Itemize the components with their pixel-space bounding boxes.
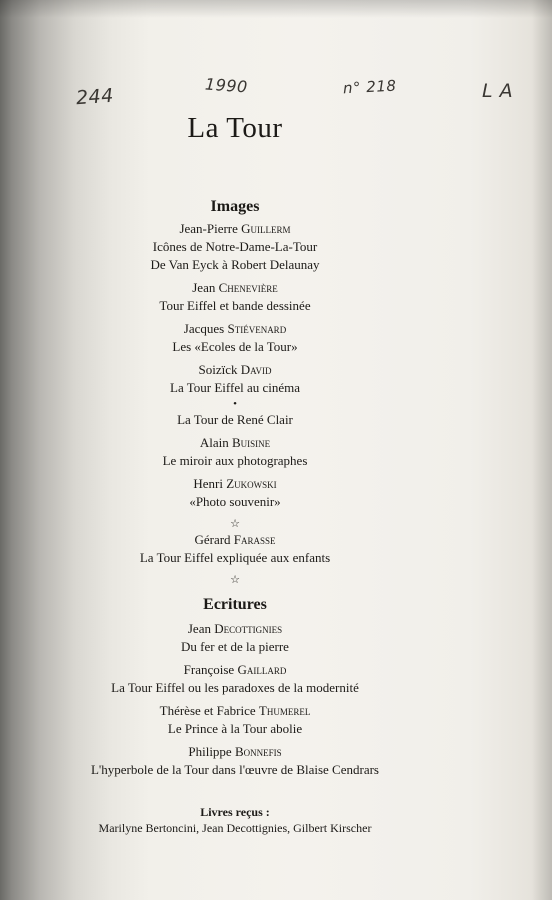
author-name: Jean-Pierre Guillerm [179,221,291,236]
received-books-heading: Livres reçus : [200,805,270,819]
received-books [0,804,470,836]
toc-entry [0,220,470,274]
author-name: Alain Buisine [199,435,271,450]
work-title: Icônes de Notre-Dame-La-Tour [152,239,318,254]
author-name: Soizïck David [198,362,272,377]
author-name: Françoise Gaillard [183,662,287,677]
author-name: Jean Decottignies [187,621,283,636]
toc-entry [0,361,470,397]
star-separator: ☆ [230,518,240,530]
handwritten-year: 1990 [204,74,249,97]
work-title: Le Prince à la Tour abolie [167,721,303,736]
toc-entry [0,531,470,567]
toc-entry [0,743,470,779]
work-title: Du fer et de la pierre [181,639,289,654]
toc-entry [0,661,470,697]
work-title: L'hyperbole de la Tour dans l'œuvre de Blaise Cendrars [90,762,379,777]
work-title: La Tour de René Clair [177,412,293,427]
top-shadow [0,0,552,18]
toc-entry [0,279,470,315]
toc-entry [0,620,470,656]
author-name: Jacques Stiévenard [183,321,287,336]
star-separator: ☆ [230,574,240,586]
page-title: La Tour [187,112,283,144]
handwritten-number: 244 [75,84,115,110]
handwritten-issue: n° 218 [342,76,397,98]
author-name: Jean Chenevière [192,280,278,295]
work-title: Le miroir aux photographes [162,453,308,468]
ecritures-heading: Ecritures [203,596,267,613]
author-name: Henri Zukowski [193,476,277,491]
author-name: Gérard Farasse [194,532,276,547]
author-name: Philippe Bonnefis [188,744,282,759]
gutter-shadow [532,0,552,900]
work-title: La Tour Eiffel ou les paradoxes de la modernité [111,680,359,695]
author-name: Thérèse et Fabrice Thumerel [159,703,311,718]
images-heading: Images [210,198,260,215]
received-books-names: Marilyne Bertoncini, Jean Decottignies, Gilbert Kirscher [98,821,372,835]
bullet-separator: • [233,398,237,410]
toc-entry [0,475,470,511]
toc-entry [0,320,470,356]
work-title: Tour Eiffel et bande dessinée [159,298,311,313]
ecritures-section [0,596,470,779]
images-section [0,198,470,587]
toc-entry [0,434,470,470]
work-title: La Tour Eiffel expliquée aux enfants [139,550,331,565]
toc-entry [0,702,470,738]
work-title: De Van Eyck à Robert Delaunay [150,257,320,272]
handwritten-initials: L A [482,80,514,102]
toc-entry [0,411,470,429]
work-title: Les «Ecoles de la Tour» [172,339,298,354]
work-title: «Photo souvenir» [189,494,281,509]
work-title: La Tour Eiffel au cinéma [170,380,300,395]
